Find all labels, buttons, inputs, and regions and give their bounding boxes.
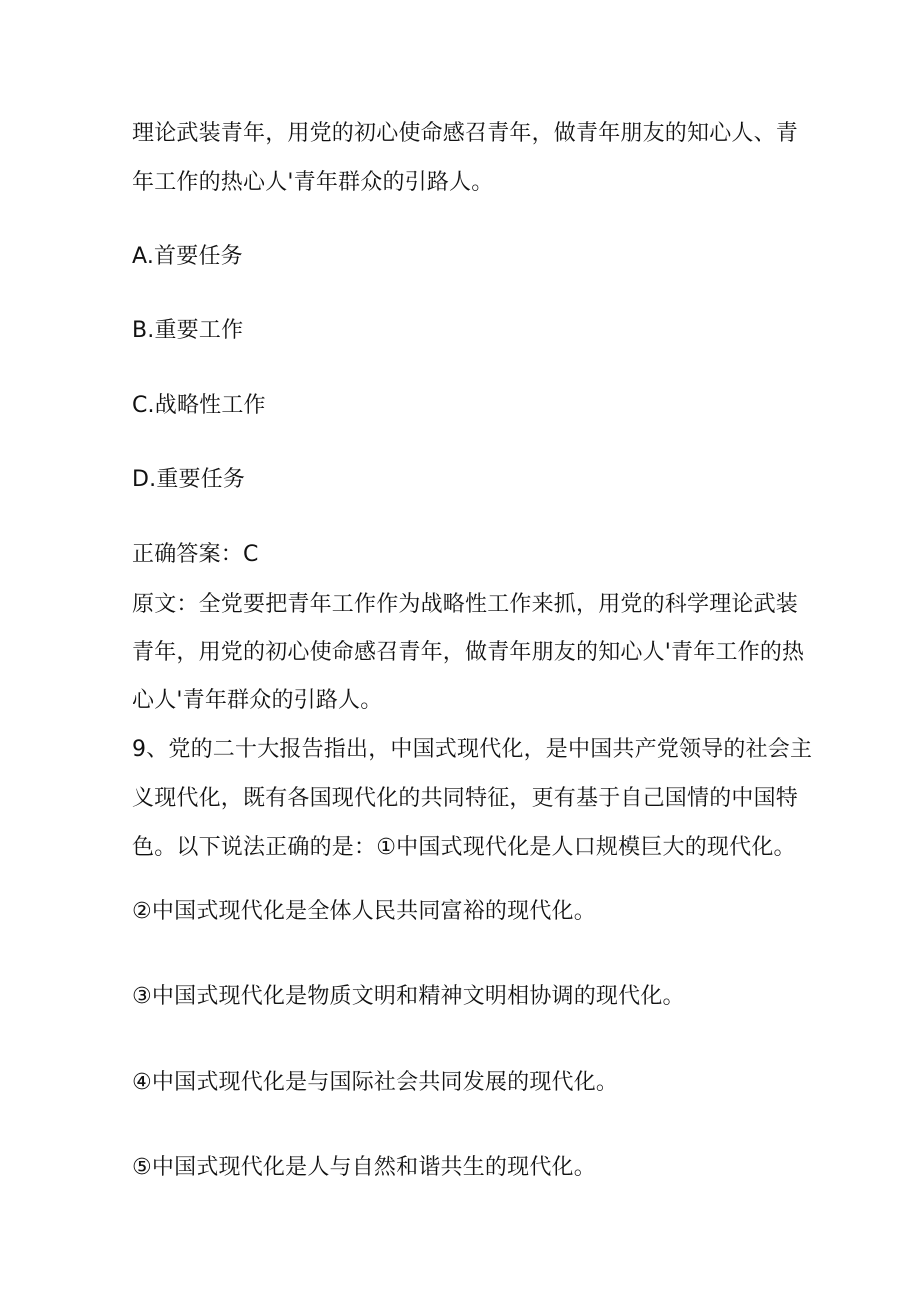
intro-line-2: 年工作的热心人'青年群众的引路人。 (132, 170, 494, 195)
source-line-3: 心人'青年群众的引路人。 (132, 688, 383, 713)
intro-line-1: 理论武装青年，用党的初心使命感召青年，做青年朋友的知心人、青 (132, 121, 799, 146)
correct-answer: 正确答案：C (132, 542, 259, 567)
question-line-2: 义现代化，既有各国现代化的共同特征，更有基于自己国情的中国特 (132, 786, 799, 811)
option-d: D.重要任务 (132, 467, 246, 492)
statement-3: ③中国式现代化是物质文明和精神文明相协调的现代化。 (132, 984, 685, 1009)
statement-2: ②中国式现代化是全体人民共同富裕的现代化。 (132, 899, 596, 924)
question-line-1: 9、党的二十大报告指出，中国式现代化，是中国共产党领导的社会主 (132, 737, 813, 762)
source-line-2: 青年，用党的初心使命感召青年，做青年朋友的知心人'青年工作的热 (132, 640, 805, 665)
option-a: A.首要任务 (132, 244, 243, 269)
source-line-1: 原文：全党要把青年工作作为战略性工作来抓，用党的科学理论武装 (132, 592, 799, 617)
statement-5: ⑤中国式现代化是人与自然和谐共生的现代化。 (132, 1155, 596, 1180)
option-b: B.重要工作 (132, 318, 244, 343)
option-c: C.战略性工作 (132, 393, 266, 418)
statement-4: ④中国式现代化是与国际社会共同发展的现代化。 (132, 1070, 619, 1095)
question-line-3: 色。以下说法正确的是：①中国式现代化是人口规模巨大的现代化。 (132, 835, 796, 860)
